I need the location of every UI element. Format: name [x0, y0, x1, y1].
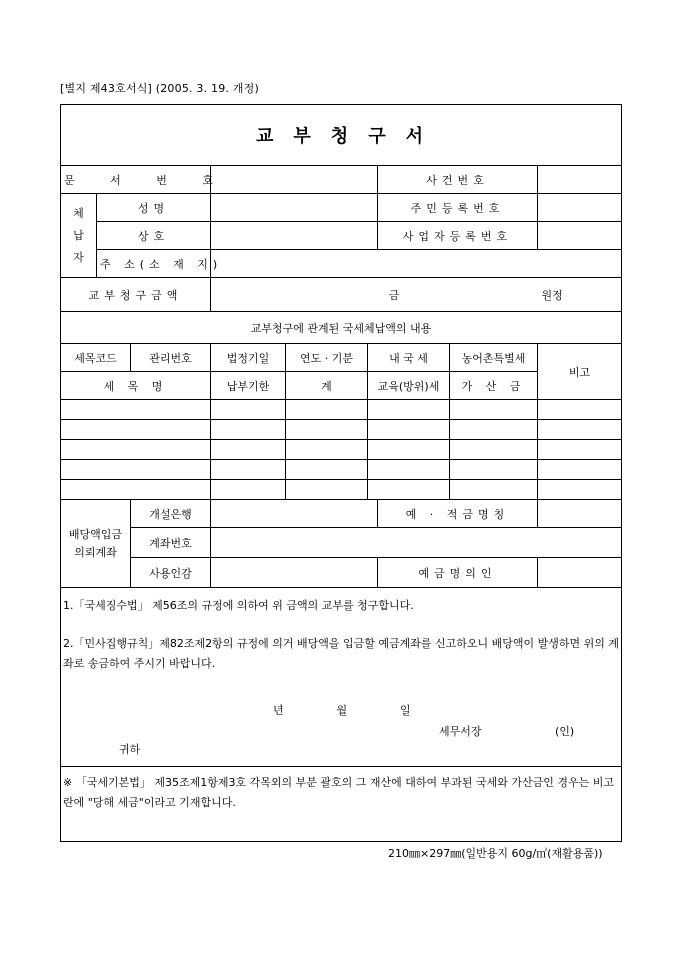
arrears-header: 가 산 금: [450, 372, 538, 400]
arrears-cell[interactable]: [450, 460, 538, 480]
arrears-cell[interactable]: [286, 480, 368, 500]
trade-name-label: 상호: [97, 222, 211, 250]
arrears-header: 내 국 세: [368, 344, 450, 372]
arrears-cell[interactable]: [61, 480, 211, 500]
account-number-field[interactable]: [211, 528, 622, 558]
arrears-cell[interactable]: [538, 420, 622, 440]
arrears-cell[interactable]: [538, 480, 622, 500]
table-row: [61, 460, 622, 480]
seal-label: 사용인감: [131, 558, 211, 588]
arrears-cell[interactable]: [368, 440, 450, 460]
table-row: [61, 420, 622, 440]
arrears-cell[interactable]: [286, 440, 368, 460]
arrears-cell[interactable]: [286, 400, 368, 420]
date-month: 월: [336, 704, 348, 717]
arrears-cell[interactable]: [61, 440, 211, 460]
case-number-label: 사건번호: [378, 166, 538, 194]
seal-field[interactable]: [211, 558, 378, 588]
tax-office-head: 세무서장: [439, 725, 482, 738]
arrears-header: 법정기일: [211, 344, 286, 372]
arrears-cell[interactable]: [61, 400, 211, 420]
statement-paragraph-1: 1.「국세징수법」 제56조의 규정에 의하여 위 금액의 교부를 청구합니다.: [63, 599, 414, 612]
request-statement: [61, 588, 622, 767]
arrears-cell[interactable]: [450, 400, 538, 420]
bank-label: 개설은행: [131, 500, 211, 528]
date-year: 년: [273, 704, 284, 717]
arrears-header: 교육(방위)세: [368, 372, 450, 400]
account-holder-field[interactable]: [538, 558, 622, 588]
taxpayer-label: 체납자: [61, 194, 97, 278]
bank-field[interactable]: [211, 500, 378, 528]
doc-number-label: 문 서 번 호: [61, 166, 211, 194]
arrears-cell[interactable]: [368, 420, 450, 440]
arrears-cell[interactable]: [61, 460, 211, 480]
table-row: [61, 480, 622, 500]
depositor-label: 예 · 적금명칭: [378, 500, 538, 528]
case-number-field[interactable]: [538, 166, 622, 194]
office-line: [439, 722, 574, 742]
date-line: [273, 701, 460, 721]
arrears-header: 세 목 명: [61, 372, 211, 400]
arrears-cell[interactable]: [450, 440, 538, 460]
deposit-account-label: 배당액입금 의뢰계좌: [61, 500, 131, 588]
business-number-label: 사업자등록번호: [378, 222, 538, 250]
amount-prefix: 금: [388, 288, 400, 302]
arrears-header: 계: [286, 372, 368, 400]
claim-form-table: [60, 104, 622, 842]
form-container: [60, 104, 621, 842]
claim-amount-field[interactable]: [211, 278, 622, 312]
arrears-cell[interactable]: [368, 480, 450, 500]
arrears-cell[interactable]: [538, 440, 622, 460]
page-title: 교부청구서: [61, 105, 622, 166]
resident-number-label: 주민등록번호: [378, 194, 538, 222]
table-row: [61, 400, 622, 420]
arrears-cell[interactable]: [211, 460, 286, 480]
arrears-header: 관리번호: [131, 344, 211, 372]
arrears-cell[interactable]: [211, 420, 286, 440]
arrears-header: 연도 · 기분: [286, 344, 368, 372]
table-row: [61, 440, 622, 460]
amount-suffix: 원정: [541, 288, 563, 302]
doc-number-field[interactable]: [211, 166, 378, 194]
arrears-cell[interactable]: [538, 400, 622, 420]
arrears-header: 세목코드: [61, 344, 131, 372]
form-number-note: [별지 제43호서식] (2005. 3. 19. 개정): [60, 82, 259, 95]
arrears-cell[interactable]: [450, 480, 538, 500]
account-number-label: 계좌번호: [131, 528, 211, 558]
arrears-header: 납부기한: [211, 372, 286, 400]
arrears-cell[interactable]: [211, 480, 286, 500]
paper-spec: 210㎜×297㎜(일반용지 60g/㎡(재활용품)): [388, 847, 603, 860]
arrears-cell[interactable]: [450, 420, 538, 440]
address-label: 주 소(소 재 지): [97, 250, 211, 278]
depositor-field[interactable]: [538, 500, 622, 528]
arrears-cell[interactable]: [538, 460, 622, 480]
arrears-cell[interactable]: [211, 440, 286, 460]
account-holder-label: 예금명의인: [378, 558, 538, 588]
arrears-header-remarks: 비고: [538, 344, 622, 400]
trade-name-field[interactable]: [211, 222, 378, 250]
resident-number-field[interactable]: [538, 194, 622, 222]
claim-amount-label: 교부청구금액: [61, 278, 211, 312]
seal-mark: (인): [555, 725, 575, 738]
name-field[interactable]: [211, 194, 378, 222]
arrears-cell[interactable]: [61, 420, 211, 440]
arrears-header: 농어촌특별세: [450, 344, 538, 372]
arrears-cell[interactable]: [286, 460, 368, 480]
business-number-field[interactable]: [538, 222, 622, 250]
date-day: 일: [400, 704, 411, 717]
arrears-section-heading: 교부청구에 관계된 국세체납액의 내용: [61, 312, 622, 344]
arrears-cell[interactable]: [368, 400, 450, 420]
addressee: 귀하: [119, 743, 141, 756]
arrears-cell[interactable]: [286, 420, 368, 440]
footnote: ※ 「국세기본법」 제35조제1항제3호 각목외의 부분 괄호의 그 재산에 대하여 부과된 국세와 가산금인 경우는 비고란에 "당해 세금"이라고 기재합니다.: [61, 767, 622, 842]
name-label: 성명: [97, 194, 211, 222]
arrears-cell[interactable]: [368, 460, 450, 480]
address-field[interactable]: [211, 250, 622, 278]
statement-paragraph-2: 2.「민사집행규칙」제82조제2항의 규정에 의거 배당액을 입금할 예금계좌를 신고하오니 배당액이 발생하면 위의 계좌로 송금하여 주시기 바랍니다.: [63, 637, 619, 670]
arrears-cell[interactable]: [211, 400, 286, 420]
